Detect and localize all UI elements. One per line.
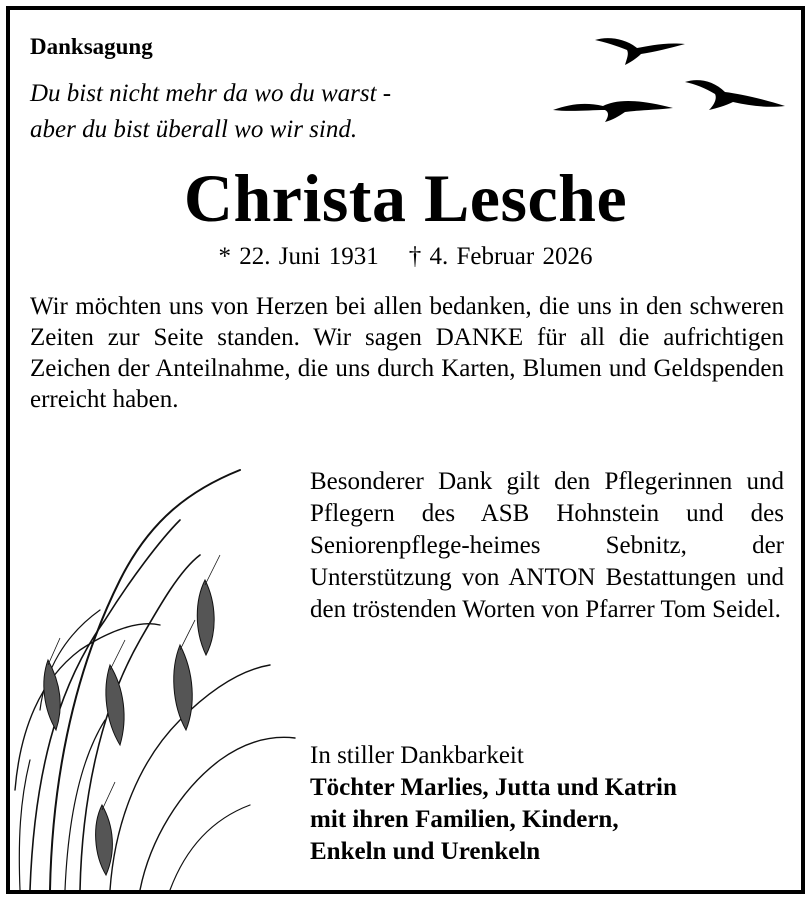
closing-signature (310, 740, 790, 868)
wheat-ear (197, 580, 214, 655)
special-thanks-paragraph: Besonderer Dank gilt den Pflegerinnen und Pflegern des ASB Hohnstein und des Seniorenpflege-heimes Sebnitz, der Unterstützung von ANTON Bestattungen und den tröstenden Worten von Pfarrer Tom Seidel. (310, 468, 784, 623)
obituary-notice (6, 6, 805, 894)
birth-date: * 22. Juni 1931 (218, 243, 379, 270)
awn (48, 638, 60, 665)
awn (110, 640, 125, 670)
wheat-illustration (10, 460, 310, 890)
bird-3 (553, 101, 673, 122)
wheat-ear (174, 645, 193, 730)
signatories-line-2: mit ihren Familien, Kindern, (310, 806, 619, 833)
grass-blade (170, 805, 250, 890)
bird-2 (685, 80, 785, 110)
motto-line-1: Du bist nicht mehr da wo du warst - (30, 80, 392, 107)
grass-blade (140, 737, 295, 890)
death-date: † 4. Februar 2026 (408, 243, 593, 270)
awn (205, 555, 220, 585)
signatories-line-3: Enkeln und Urenkeln (310, 838, 541, 865)
thanks-paragraph: Wir möchten uns von Herzen bei allen bedanken, die uns in den schweren Zeiten zur Seite standen. Wir sagen DANKE für all die aufrichtigen Zeichen der Anteilnahme, die uns durch Karten, Blumen und Geldspenden erreicht haben. (30, 293, 784, 413)
awn (180, 620, 195, 650)
deceased-name: Christa Lesche (183, 160, 628, 236)
notice-heading: Danksagung (30, 34, 153, 59)
awn (102, 782, 115, 810)
grass-blade (19, 760, 30, 890)
birds-icon (545, 28, 795, 128)
motto-line-2: aber du bist überall wo wir sind. (30, 116, 358, 143)
life-dates (10, 242, 801, 272)
wheat-ear (96, 805, 113, 875)
bird-1 (595, 38, 685, 65)
closing-intro: In stiller Dankbarkeit (310, 742, 524, 769)
signatories-line-1: Töchter Marlies, Jutta und Katrin (310, 774, 677, 801)
motto (30, 76, 391, 148)
